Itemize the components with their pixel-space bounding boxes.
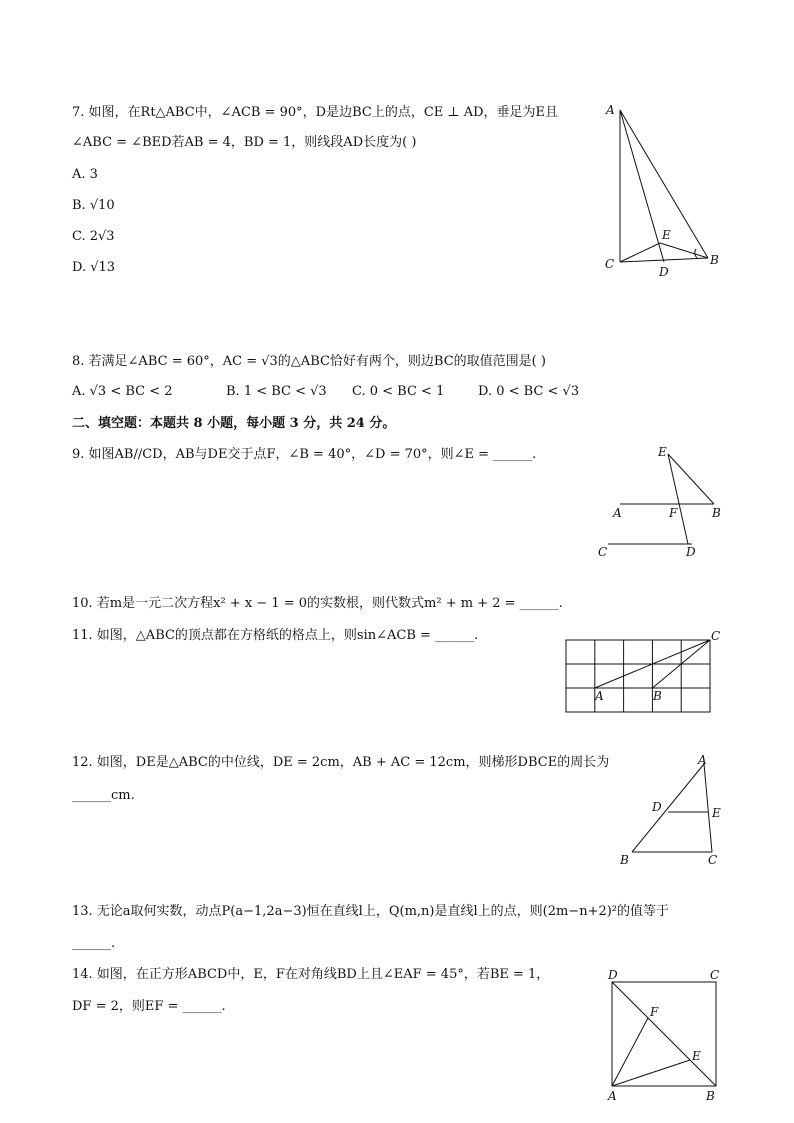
q12-label-d: D bbox=[652, 800, 662, 814]
q12-line2: ______cm. bbox=[72, 788, 135, 803]
q14-line1: 14. 如图，在正方形ABCD中，E，F在对角线BD上且∠EAF = 45°，若BE = 1， bbox=[72, 967, 550, 982]
q7-option-d: D. √13 bbox=[72, 260, 116, 275]
q14-label-c: C bbox=[710, 968, 720, 982]
q12-label-a: A bbox=[698, 753, 707, 767]
q11-line1: 11. 如图，△ABC的顶点都在方格纸的格点上，则sin∠ACB = ______. bbox=[72, 628, 479, 643]
q9-label-e: E bbox=[658, 445, 667, 459]
q14-label-b: B bbox=[706, 1089, 715, 1103]
q12-segment-ac bbox=[704, 764, 712, 852]
q7-segment-ce bbox=[620, 243, 660, 262]
q13-line1: 13. 无论a取何实数，动点P(a−1,2a−3)恒在直线l上，Q(m,n)是直线l上的点，则(2m−n+2)²的值等于 bbox=[72, 904, 670, 919]
q9-segment-eb bbox=[668, 454, 714, 504]
q8-option-d: D. 0 < BC < √3 bbox=[478, 384, 580, 399]
q9-line1: 9. 如图AB//CD，AB与DE交于点F，∠B = 40°，∠D = 70°，则∠E = ______. bbox=[72, 447, 537, 462]
q13-line2: ______. bbox=[72, 936, 116, 951]
q14-label-f: F bbox=[650, 1005, 659, 1019]
q9-label-a: A bbox=[613, 506, 622, 520]
q11-label-b: B bbox=[653, 689, 662, 703]
q12-label-e: E bbox=[712, 806, 721, 820]
q10-line1: 10. 若m是一元二次方程x² + x − 1 = 0的实数根，则代数式m² + m + 2 = ______. bbox=[72, 596, 563, 611]
q7-option-a: A. 3 bbox=[72, 167, 98, 182]
q9-label-f: F bbox=[669, 506, 678, 520]
q9-figure bbox=[596, 444, 726, 562]
q7-line2: ∠ABC = ∠BED若AB = 4，BD = 1，则线段AD长度为( ) bbox=[72, 135, 417, 150]
q14-label-d: D bbox=[608, 968, 618, 982]
q12-line1: 12. 如图，DE是△ABC的中位线，DE = 2cm，AB + AC = 12cm，则梯形DBCE的周长为 bbox=[72, 755, 610, 770]
q11-figure bbox=[560, 628, 730, 718]
q7-label-b: B bbox=[710, 253, 719, 267]
q11-label-a: A bbox=[595, 689, 604, 703]
q11-grid bbox=[566, 640, 710, 712]
q9-label-b: B bbox=[712, 506, 721, 520]
q8-line1: 8. 若满足∠ABC = 60°，AC = √3的△ABC恰好有两个，则边BC的取值范围是( ) bbox=[72, 354, 546, 369]
q14-label-a: A bbox=[608, 1089, 617, 1103]
q12-label-c: C bbox=[708, 853, 718, 867]
q7-angle-mark bbox=[695, 249, 697, 258]
q7-label-a: A bbox=[606, 103, 615, 117]
q12-segment-ab bbox=[632, 764, 704, 852]
q14-figure bbox=[598, 964, 728, 1104]
q7-option-b: B. √10 bbox=[72, 198, 115, 213]
q7-label-c: C bbox=[605, 257, 615, 271]
q8-option-c: C. 0 < BC < 1 bbox=[352, 384, 445, 399]
q9-segment-ed bbox=[668, 454, 688, 544]
q7-option-c: C. 2√3 bbox=[72, 229, 115, 244]
q7-segment-ad bbox=[620, 110, 664, 262]
q9-label-d: D bbox=[686, 545, 696, 559]
q12-figure bbox=[612, 750, 728, 870]
q11-label-c: C bbox=[711, 629, 721, 643]
q12-label-b: B bbox=[620, 853, 629, 867]
q14-line2: DF = 2，则EF = ______. bbox=[72, 999, 226, 1014]
q7-line1: 7. 如图，在Rt△ABC中，∠ACB = 90°，D是边BC上的点，CE ⊥ AD，垂足为E且 bbox=[72, 105, 559, 120]
q8-option-a: A. √3 < BC < 2 bbox=[72, 384, 173, 399]
section-heading: 二、填空题：本题共 8 小题，每小题 3 分，共 24 分。 bbox=[72, 416, 396, 431]
q7-label-e: E bbox=[662, 228, 671, 242]
q7-label-d: D bbox=[659, 265, 669, 279]
q14-diagonal-bd bbox=[612, 982, 716, 1086]
q8-option-b: B. 1 < BC < √3 bbox=[226, 384, 327, 399]
q7-figure bbox=[596, 98, 726, 280]
q9-label-c: C bbox=[598, 545, 608, 559]
q14-label-e: E bbox=[692, 1049, 701, 1063]
